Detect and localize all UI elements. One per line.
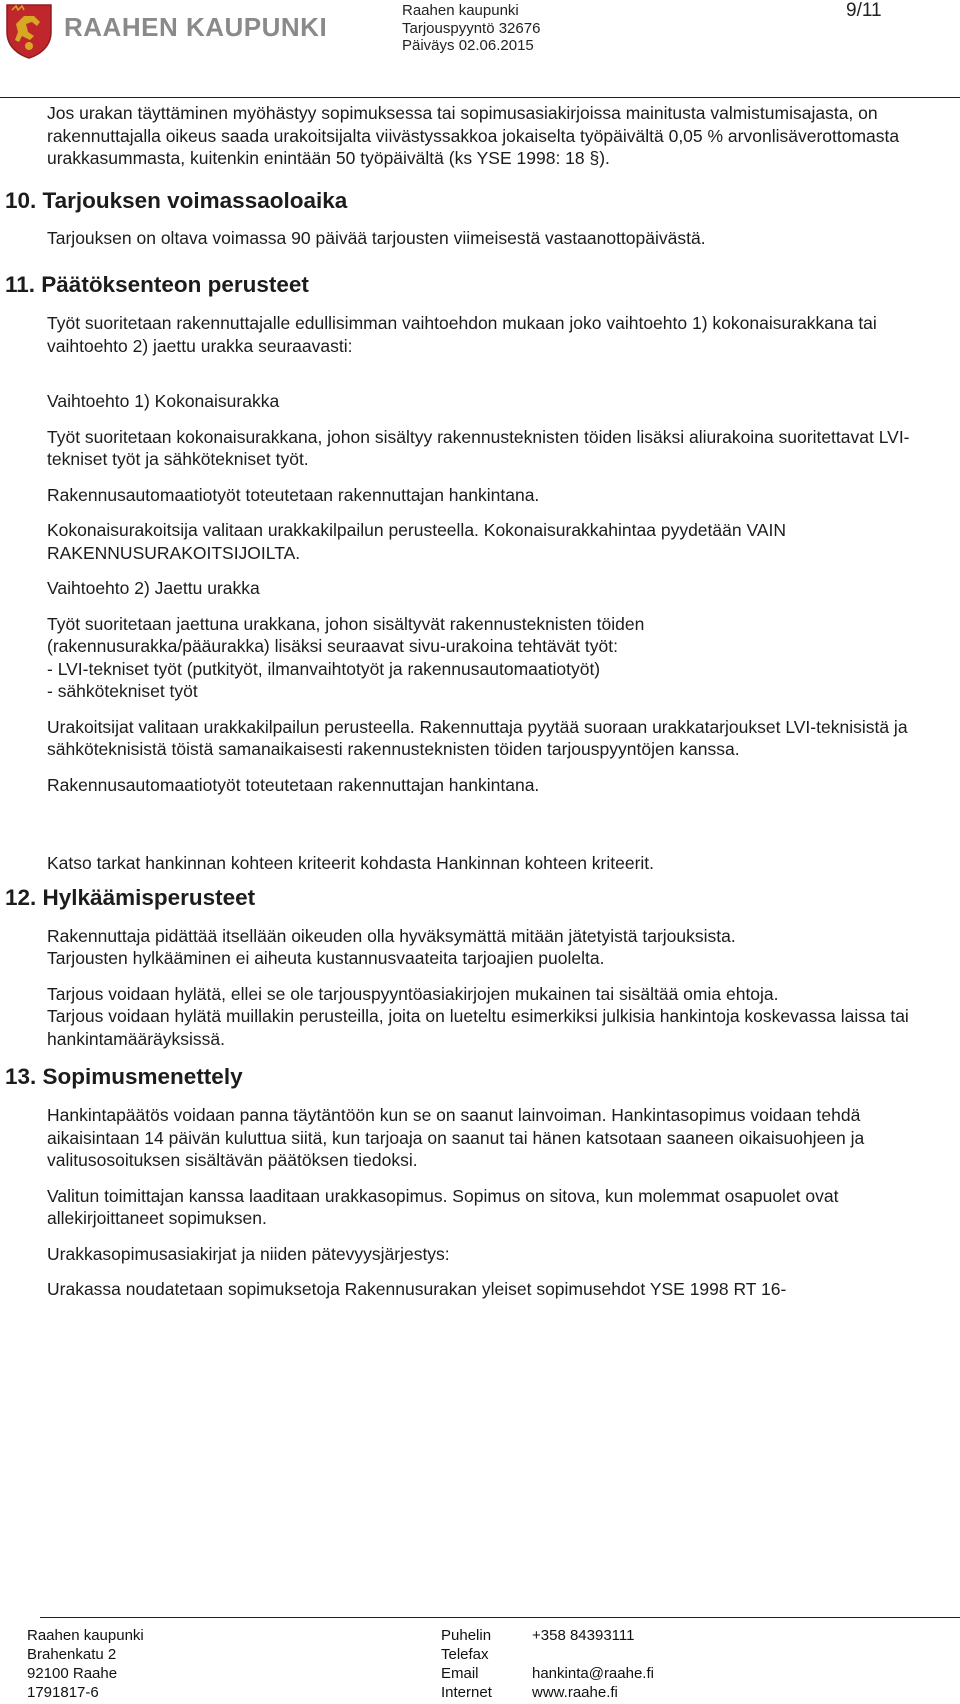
footer-postal: 92100 Raahe [27,1665,118,1682]
footer-divider [40,1617,960,1618]
paragraph-delay-penalty: Jos urakan täyttäminen myöhästyy sopimuksessa tai sopimusasiakirjoissa mainitusta valmistumisajasta, on rakennuttajalla oikeus saada urakoitsijalta viivästyssakkoa jokaiselta työpäivältä 0,05 % arvonlisäverottomasta urakkasummasta, kuitenkin enintään 50 työpäivältä (ks YSE 1998: 18 §). [47,103,900,168]
footer-email-label: Email [441,1665,479,1682]
paragraph-decision: Työt suoritetaan rakennuttajalle edullisimman vaihtoehdon mukaan joko vaihtoehto 1) kokonaisurakkana tai vaihtoehto 2) jaettu urakka seuraavasti: [47,313,877,356]
rejection-line: Rakennuttaja pidättää itsellään oikeuden olla hyväksymättä mitään jätetyistä tarjouksista. [47,925,736,946]
document-body [0,102,960,1590]
footer-email[interactable]: hankinta@raahe.fi [532,1665,654,1682]
option-2-list-item: - LVI-tekniset työt (putkityöt, ilmanvaihtotyöt ja rakennusautomaatiotyöt) [47,658,601,679]
meta-organization: Raahen kaupunki [402,2,519,19]
option-2-line: Työt suoritetaan jaettuna urakkana, johon sisältyvät rakennusteknisten töiden [47,613,645,634]
footer-fax-label: Telefax [441,1646,489,1663]
meta-date: Päiväys 02.06.2015 [402,37,534,54]
footer-name: Raahen kaupunki [27,1627,144,1644]
coat-of-arms-icon [4,2,54,60]
option-1-automation: Rakennusautomaatiotyöt toteutetaan rakennuttajan hankintana. [47,484,540,505]
footer-web[interactable]: www.raahe.fi [532,1684,618,1701]
section-heading-13: 13. Sopimusmenettely [5,1064,243,1089]
section-heading-11: 11. Päätöksenteon perusteet [5,272,309,297]
footer-business-id: 1791817-6 [27,1684,99,1701]
page-number: 9/11 [846,0,882,21]
paragraph-contract-4: Urakassa noudatetaan sopimuksetoja Rakennusurakan yleiset sopimusehdot YSE 1998 RT 16- [47,1279,787,1299]
option-1-paragraph: Työt suoritetaan kokonaisurakkana, johon sisältyy rakennusteknisten töiden lisäksi aliurakoina suoritettavat LVI-tekniset työt ja sähkötekniset työt. [47,426,910,469]
section-heading-12: 12. Hylkäämisperusteet [5,884,256,910]
footer-phone: +358 84393111 [532,1627,635,1644]
document-meta [402,2,540,55]
option-2-automation: Rakennusautomaatiotyöt toteutetaan rakennuttajan hankintana. [47,774,540,795]
page-header [0,0,960,100]
footer-address [27,1626,144,1702]
paragraph-rejection-1 [0,925,960,970]
paragraph-contract-1: Hankintapäätös voidaan panna täytäntöön kun se on saanut lainvoiman. Hankintasopimus voidaan tehdä aikaisintaan 14 päivän kuluttua siitä, kun tarjoaja on saanut tai hänen katsotaan saaneen oikaisuohjeen ja valitusosoituksen sisältävän päätöksen tiedoksi. [47,1105,865,1170]
footer-values [532,1626,654,1702]
option-2-line: (rakennusurakka/pääurakka) lisäksi seuraavat sivu-urakoina tehtävät työt: [47,636,618,656]
option-2-paragraph [0,613,960,703]
header-divider [0,97,960,98]
option-2-list-item: - sähkötekniset työt [47,681,198,701]
rejection-line: Tarjous voidaan hylätä muillakin perusteilla, joita on lueteltu esimerkiksi julkisia hankintoja koskevassa laissa tai hankintamääräyksissä. [47,1006,909,1049]
logo-text: RAAHEN KAUPUNKI [64,12,328,42]
paragraph-contract-2: Valitun toimittajan kanssa laaditaan urakkasopimus. Sopimus on sitova, kun molemmat osapuolet ovat allekirjoittaneet sopimuksen. [47,1185,839,1228]
paragraph-contract-3: Urakkasopimusasiakirjat ja niiden pätevyysjärjestys: [47,1243,450,1264]
option-1-title: Vaihtoehto 1) Kokonaisurakka [47,391,280,411]
footer-street: Brahenkatu 2 [27,1646,117,1663]
paragraph-criteria: Katso tarkat hankinnan kohteen kriteerit kohdasta Hankinnan kohteen kriteerit. [47,853,655,873]
section-heading-10: 10. Tarjouksen voimassaoloaika [5,187,348,213]
option-1-selection: Kokonaisurakoitsija valitaan urakkakilpailun perusteella. Kokonaisurakkahintaa pyydetään VAIN RAKENNUSURAKOITSIJOILTA. [47,520,786,563]
option-2-selection: Urakoitsijat valitaan urakkakilpailun perusteella. Rakennuttaja pyytää suoraan urakkatarjoukset LVI-teknisistä ja sähköteknisistä töistä samanaikaisesti rakennusteknisten töiden tarjouspyyntöjen kanssa. [47,716,908,759]
rejection-line: Tarjous voidaan hylätä, ellei se ole tarjouspyyntöasiakirjojen mukainen tai sisältää omia ehtoja. [47,983,779,1004]
page-footer [0,1626,960,1704]
rejection-line: Tarjousten hylkääminen ei aiheuta kustannusvaateita tarjoajien puolelta. [47,948,605,968]
footer-labels [441,1626,492,1702]
option-2-title: Vaihtoehto 2) Jaettu urakka [47,578,260,598]
paragraph-validity: Tarjouksen on oltava voimassa 90 päivää tarjousten viimeisestä vastaanottopäivästä. [47,227,706,248]
footer-phone-label: Puhelin [441,1627,492,1644]
paragraph-rejection-2 [0,983,960,1051]
footer-fax [532,1645,654,1664]
meta-reference: Tarjouspyyntö 32676 [402,19,541,37]
footer-web-label: Internet [441,1684,492,1701]
